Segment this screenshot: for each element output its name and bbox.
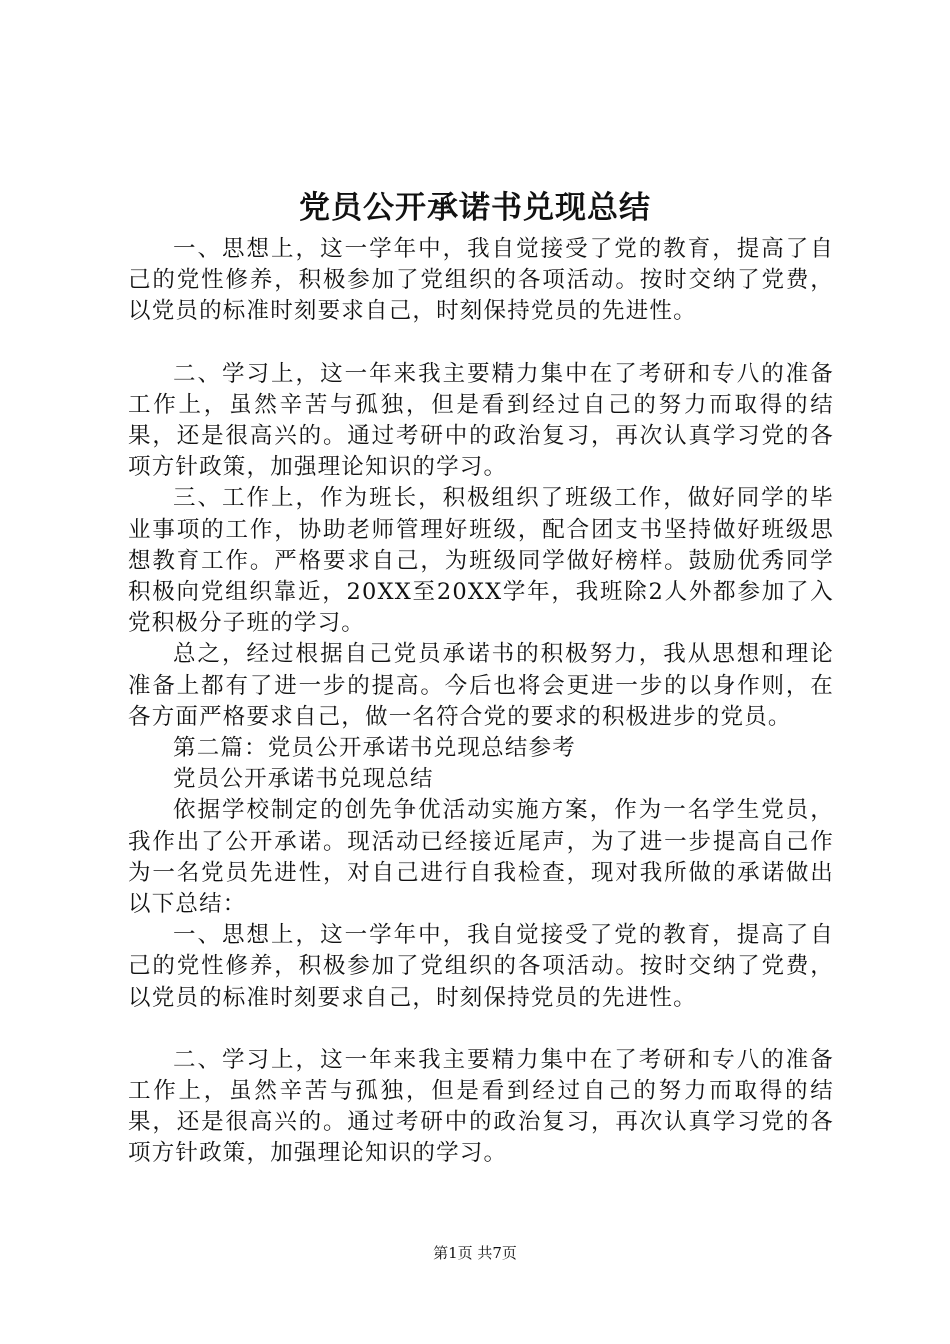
page-number-footer: 第1页 共7页 [433,1244,517,1262]
paragraph-4: 总之，经过根据自己党员承诺书的积极努力，我从思想和理论准备上都有了进一步的提高。今后也将会更进一步的以身作则，在各方面严格要求自己，做一名符合党的要求的积极进步的党员。 [128,641,834,730]
document-title: 党员公开承诺书兑现总结 [299,190,651,226]
paragraph-1: 一、思想上，这一学年中，我自觉接受了党的教育，提高了自己的党性修养，积极参加了党组织的各项活动。按时交纳了党费，以党员的标准时刻要求自己，时刻保持党员的先进性。 [128,236,834,325]
section-heading-second: 第二篇：党员公开承诺书兑现总结参考 [173,735,576,762]
paragraph-5: 依据学校制定的创先争优活动实施方案，作为一名学生党员，我作出了公开承诺。现活动已经接近尾声，为了进一步提高自己作为一名党员先进性，对自己进行自我检查，现对我所做的承诺做出以下总结： [128,797,834,918]
document-body [128,234,834,1170]
paragraph-2: 二、学习上，这一年来我主要精力集中在了考研和专八的准备工作上，虽然辛苦与孤独，但是看到经过自己的努力而取得的结果，还是很高兴的。通过考研中的政治复习，再次认真学习党的各项方针政策，加强理论知识的学习。 [128,360,834,481]
paragraph-6: 一、思想上，这一学年中，我自觉接受了党的教育，提高了自己的党性修养，积极参加了党组织的各项活动。按时交纳了党费，以党员的标准时刻要求自己，时刻保持党员的先进性。 [128,922,834,1011]
section-subtitle: 党员公开承诺书兑现总结 [173,766,434,793]
paragraph-7: 二、学习上，这一年来我主要精力集中在了考研和专八的准备工作上，虽然辛苦与孤独，但是看到经过自己的努力而取得的结果，还是很高兴的。通过考研中的政治复习，再次认真学习党的各项方针政策，加强理论知识的学习。 [128,1046,834,1167]
paragraph-3: 三、工作上，作为班长，积极组织了班级工作，做好同学的毕业事项的工作，协助老师管理好班级，配合团支书坚持做好班级思想教育工作。严格要求自己，为班级同学做好榜样。鼓励优秀同学积极向党组织靠近，20XX至20XX学年，我班除2人外都参加了入党积极分子班的学习。 [128,485,834,637]
